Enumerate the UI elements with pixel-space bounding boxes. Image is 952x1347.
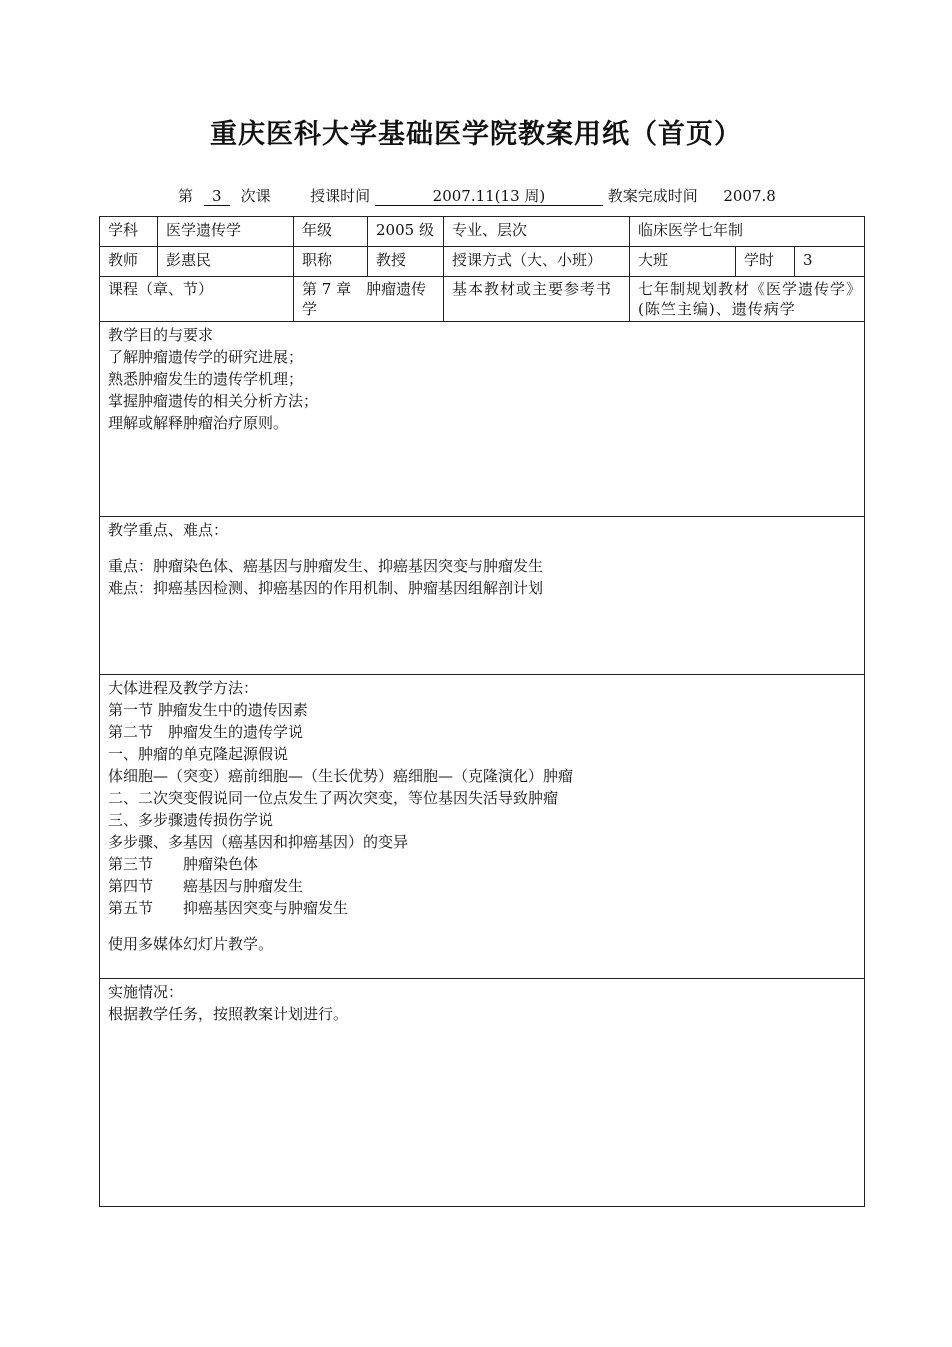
hours-label: 学时 (736, 247, 795, 277)
mode-label: 授课方式（大、小班） (444, 247, 630, 277)
subject-value: 医学遗传学 (158, 217, 294, 247)
process-line: 二、二次突变假说同一位点发生了两次突变，等位基因失活导致肿瘤 (108, 789, 559, 807)
lesson-plan-table (99, 216, 865, 1207)
time-label: 授课时间 (310, 187, 371, 205)
course-value: 第 7 章 肿瘤遗传学 (294, 277, 444, 322)
teacher-value: 彭惠民 (158, 247, 294, 277)
process-heading: 大体进程及教学方法： (108, 679, 259, 697)
row-process (100, 675, 865, 979)
teacher-label: 教师 (100, 247, 158, 277)
time-value: 2007.11(13 周) (375, 187, 603, 206)
objectives-cell (100, 322, 865, 517)
implementation-heading: 实施情况： (108, 983, 184, 1001)
process-cell (100, 675, 865, 979)
grade-value: 2005 级 (368, 217, 444, 247)
row-implementation (100, 979, 865, 1207)
process-line: 三、多步骤遗传损伤学说 (108, 811, 274, 829)
objective-line: 熟悉肿瘤发生的遗传学机理； (108, 370, 304, 388)
focus-line: 重点：肿瘤染色体、癌基因与肿瘤发生、抑癌基因突变与肿瘤发生 (108, 557, 544, 575)
book-value: 七年制规划教材《医学遗传学》(陈竺主编)、遗传病学 (630, 277, 865, 322)
row-key-points (100, 517, 865, 675)
rank-label: 职称 (294, 247, 368, 277)
objective-line: 理解或解释肿瘤治疗原则。 (108, 414, 289, 432)
process-line: 一、肿瘤的单克隆起源假说 (108, 745, 289, 763)
hours-value: 3 (795, 247, 865, 277)
process-line: 第四节 癌基因与肿瘤发生 (108, 877, 304, 895)
process-line: 第一节 肿瘤发生中的遗传因素 (108, 701, 308, 719)
key-points-heading: 教学重点、难点： (108, 521, 229, 539)
process-line: 第三节 肿瘤染色体 (108, 855, 259, 873)
grade-label: 年级 (294, 217, 368, 247)
implementation-cell (100, 979, 865, 1207)
objective-line: 了解肿瘤遗传学的研究进展； (108, 348, 304, 366)
difficulty-line: 难点：抑癌基因检测、抑癌基因的作用机制、肿瘤基因组解剖计划 (108, 579, 544, 597)
row-objectives (100, 322, 865, 517)
row-course (100, 277, 865, 322)
book-label: 基本教材或主要参考书 (444, 277, 630, 322)
done-label: 教案完成时间 (607, 187, 698, 205)
major-label: 专业、层次 (444, 217, 630, 247)
page-title: 重庆医科大学基础医学院教案用纸（首页） (210, 119, 742, 150)
method-line: 使用多媒体幻灯片教学。 (108, 935, 274, 953)
lesson-meta (178, 185, 776, 206)
process-line: 多步骤、多基因（癌基因和抑癌基因）的变异 (108, 833, 409, 851)
process-line: 体细胞—（突变）癌前细胞—（生长优势）癌细胞—（克隆演化）肿瘤 (108, 767, 574, 785)
process-line: 第二节 肿瘤发生的遗传学说 (108, 723, 304, 741)
key-points-cell (100, 517, 865, 675)
major-value: 临床医学七年制 (630, 217, 865, 247)
row-subject (100, 217, 865, 247)
subject-label: 学科 (100, 217, 158, 247)
rank-value: 教授 (368, 247, 444, 277)
implementation-text: 根据教学任务，按照教案计划进行。 (108, 1005, 349, 1023)
row-teacher (100, 247, 865, 277)
done-value: 2007.8 (723, 187, 776, 205)
process-line: 第五节 抑癌基因突变与肿瘤发生 (108, 899, 349, 917)
mode-value: 大班 (630, 247, 736, 277)
course-label: 课程（章、节） (100, 277, 294, 322)
objectives-heading: 教学目的与要求 (108, 326, 214, 344)
objective-line: 掌握肿瘤遗传的相关分析方法； (108, 392, 319, 410)
lesson-number: 3 (204, 187, 230, 206)
lesson-prefix: 第 (178, 187, 194, 205)
lesson-suffix: 次课 (240, 187, 271, 205)
